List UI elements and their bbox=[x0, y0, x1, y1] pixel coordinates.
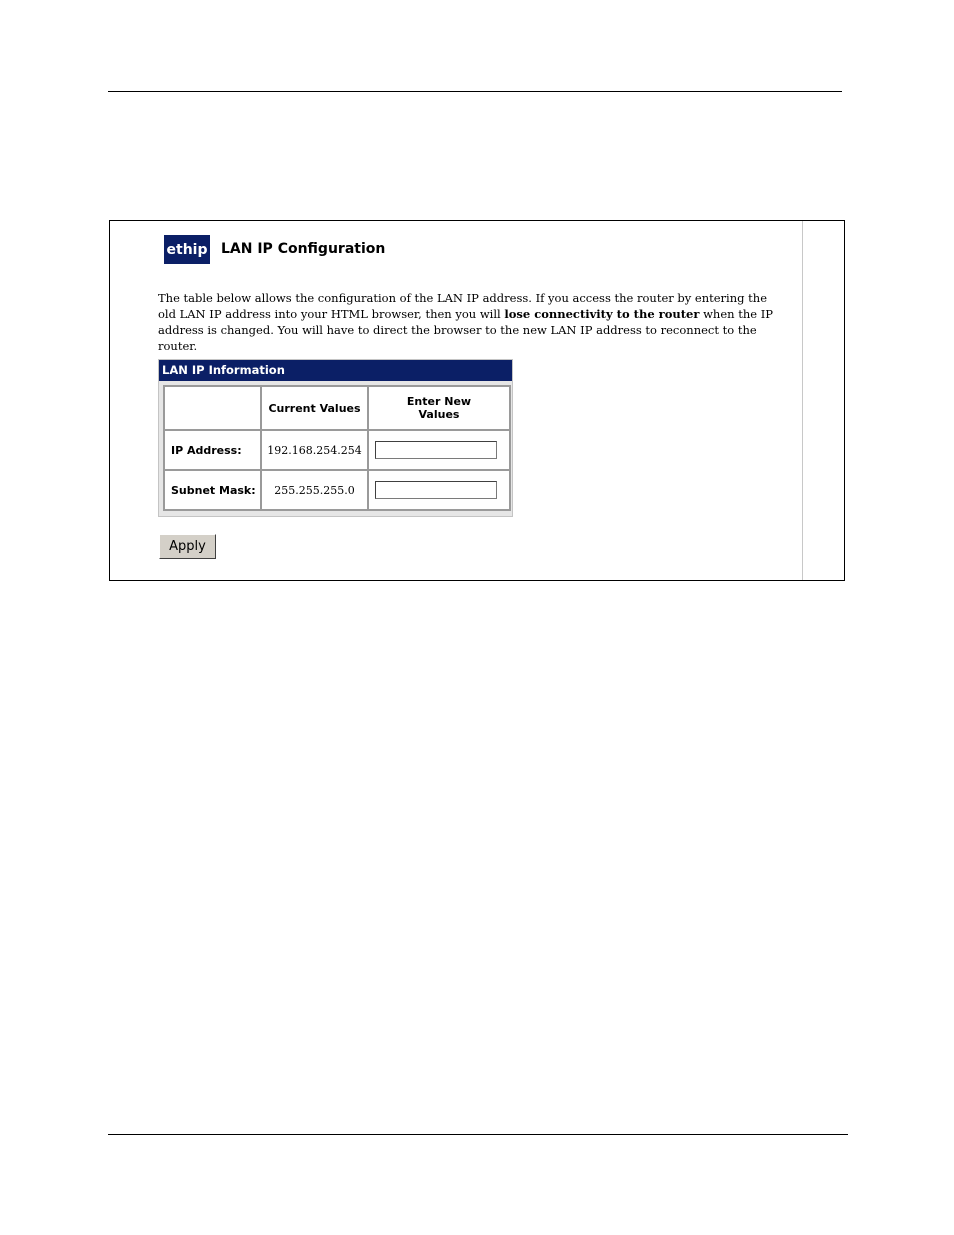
current-ip-address: 192.168.254.254 bbox=[261, 430, 368, 470]
screenshot-frame bbox=[109, 220, 845, 581]
apply-button[interactable]: Apply bbox=[159, 534, 216, 559]
column-header-new-text: Enter New Values bbox=[406, 395, 472, 421]
column-header-current: Current Values bbox=[261, 386, 368, 430]
description-part1: The table below allows the configuration of the LAN IP address. If you access the router by entering the old LAN IP address into your HTML browser, then you will bbox=[158, 291, 767, 321]
new-ip-address-input[interactable] bbox=[375, 441, 497, 459]
table-row-subnet-mask bbox=[164, 470, 510, 510]
frame-divider bbox=[802, 221, 803, 580]
column-header-blank bbox=[164, 386, 261, 430]
lan-ip-table bbox=[163, 385, 511, 511]
page-bottom-rule bbox=[108, 1134, 848, 1135]
table-header-row bbox=[164, 386, 510, 430]
new-ip-address-cell bbox=[368, 430, 510, 470]
row-label-subnet-mask: Subnet Mask: bbox=[164, 470, 261, 510]
current-subnet-mask: 255.255.255.0 bbox=[261, 470, 368, 510]
lan-ip-info-panel bbox=[158, 359, 513, 517]
description-warning: lose connectivity to the router bbox=[504, 307, 700, 321]
column-header-new bbox=[368, 386, 510, 430]
page-title: LAN IP Configuration bbox=[221, 241, 386, 257]
page-top-rule bbox=[108, 91, 842, 92]
new-subnet-mask-input[interactable] bbox=[375, 481, 497, 499]
panel-header: LAN IP Information bbox=[159, 360, 512, 381]
table-row-ip-address bbox=[164, 430, 510, 470]
description-text bbox=[158, 290, 776, 354]
page-badge: ethip bbox=[164, 235, 210, 264]
new-subnet-mask-cell bbox=[368, 470, 510, 510]
description-part2: when the IP address is changed. You will have to direct the browser to the new LAN IP address to reconnect to the router. bbox=[158, 307, 773, 353]
row-label-ip-address: IP Address: bbox=[164, 430, 261, 470]
